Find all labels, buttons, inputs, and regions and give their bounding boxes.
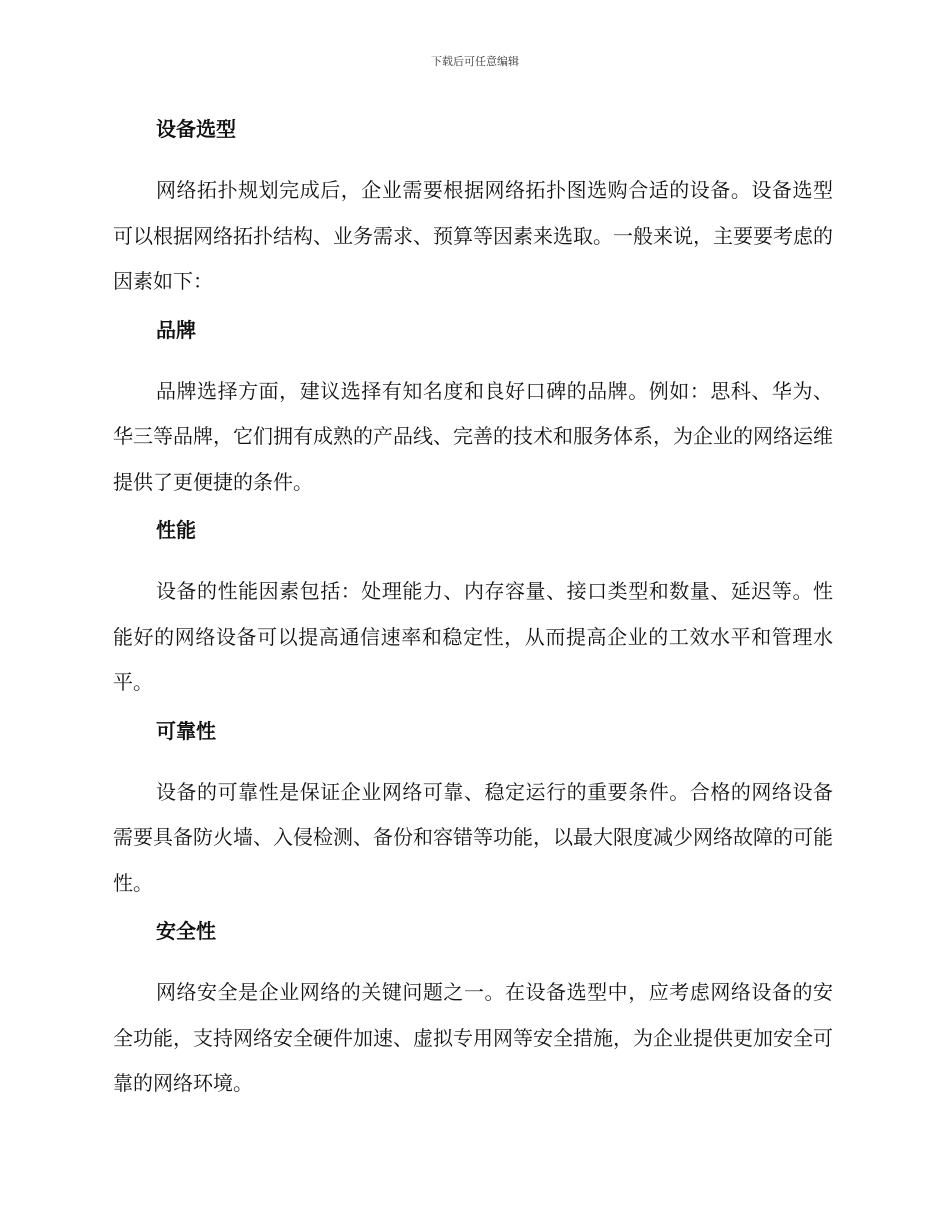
section-heading: 性能 xyxy=(156,518,196,542)
section-security xyxy=(113,914,833,1107)
section-device-selection xyxy=(113,112,833,305)
section-heading: 品牌 xyxy=(156,317,196,342)
page-header-note: 下载后可任意编辑 xyxy=(431,55,519,68)
section-paragraph: 品牌选择方面，建议选择有知名度和良好口碑的品牌。例如：思科、华为、华三等品牌，它们拥有成熟的产品线、完善的技术和服务体系，为企业的网络运维提供了更便捷的条件。 xyxy=(113,378,833,494)
section-brand xyxy=(113,313,833,506)
section-heading: 可靠性 xyxy=(156,718,216,743)
section-heading: 安全性 xyxy=(156,919,216,943)
section-paragraph: 设备的性能因素包括：处理能力、内存容量、接口类型和数量、延迟等。性能好的网络设备可以提高通信速率和稳定性，从而提高企业的工效水平和管理水平。 xyxy=(113,579,833,694)
section-paragraph: 网络安全是企业网络的关键问题之一。在设备选型中，应考虑网络设备的安全功能，支持网络安全硬件加速、虚拟专用网等安全措施，为企业提供更加安全可靠的网络环境。 xyxy=(113,980,833,1095)
section-heading: 设备选型 xyxy=(156,117,236,141)
section-paragraph: 网络拓扑规划完成后，企业需要根据网络拓扑图选购合适的设备。设备选型可以根据网络拓扑结构、业务需求、预算等因素来选取。一般来说，主要要考虑的因素如下： xyxy=(113,178,833,293)
document-body xyxy=(113,112,833,1115)
section-performance xyxy=(113,513,833,706)
section-paragraph: 设备的可靠性是保证企业网络可靠、稳定运行的重要条件。合格的网络设备需要具备防火墙、入侵检测、备份和容错等功能，以最大限度减少网络故障的可能性。 xyxy=(113,779,833,895)
section-reliability xyxy=(113,714,833,907)
